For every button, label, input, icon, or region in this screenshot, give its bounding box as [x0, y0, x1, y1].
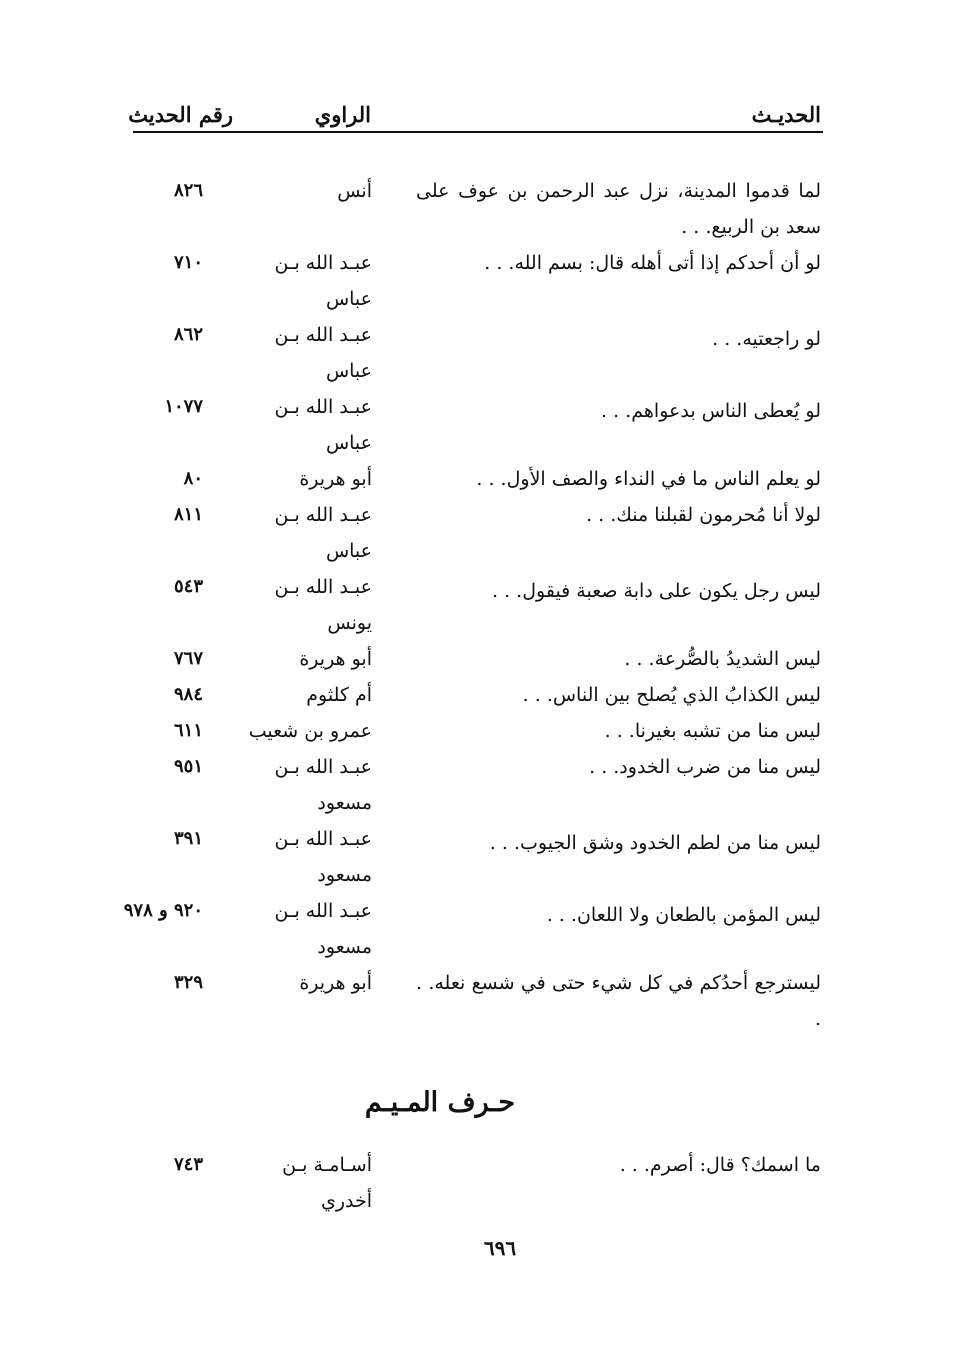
hadith-text: ليس الكذابُ الذي يُصلح بين الناس. . . — [522, 684, 821, 706]
column-header-hadith-number: رقم الحديث — [128, 102, 233, 127]
narrator: أبو هريرة — [299, 468, 372, 490]
hadith-text: لو يعلم الناس ما في النداء والصف الأول. . . — [476, 468, 821, 490]
narrator: أسـامـة بـن أخدري — [282, 1154, 372, 1212]
page-number: ٦٩٦ — [483, 1236, 517, 1260]
hadith-text: لو راجعتيه. . . — [712, 328, 821, 350]
hadith-number: ٨١١ — [173, 504, 203, 525]
hadith-text: لو أن أحدكم إذا أتى أهله قال: بسم الله. . . — [484, 252, 821, 274]
table-row — [0, 569, 955, 641]
hadith-text: ليس المؤمن بالطعان ولا اللعان. . . — [546, 904, 821, 926]
narrator: عبـد الله بـن عباس — [274, 252, 372, 310]
column-header-narrator: الراوي — [314, 102, 371, 127]
narrator: عبـد الله بـن عباس — [274, 504, 372, 562]
section-heading: حـرف المـيـم — [364, 1087, 516, 1118]
table-row — [0, 893, 955, 965]
table-row — [0, 677, 955, 713]
hadith-number: ٣٢٩ — [173, 972, 203, 993]
narrator: عبـد الله بـن يونس — [274, 576, 372, 634]
hadith-number: ٩٨٤ — [173, 684, 203, 705]
table-row — [0, 641, 955, 677]
table-row — [0, 749, 955, 821]
narrator: أبو هريرة — [299, 972, 372, 994]
hadith-index-table — [0, 173, 955, 1037]
hadith-number: ٨٢٦ — [173, 180, 203, 201]
narrator: عبـد الله بـن عباس — [274, 396, 372, 454]
hadith-number: ٩٥١ — [173, 756, 203, 777]
hadith-text: ليس رجل يكون على دابة صعبة فيقول. . . — [492, 580, 821, 602]
column-header-hadith: الحديـث — [751, 102, 821, 127]
hadith-number: ٥٤٣ — [173, 576, 203, 597]
hadith-text: ليس الشديدُ بالصُّرعة. . . — [624, 648, 821, 670]
narrator: عمرو بن شعيب — [248, 720, 372, 742]
hadith-number: ٦١١ — [173, 720, 203, 741]
hadith-number: ٩٢٠ و ٩٧٨ — [123, 900, 203, 921]
hadith-text: ليس منا من تشبه بغيرنا. . . — [604, 720, 821, 742]
table-row — [0, 965, 955, 1037]
table-row — [0, 821, 955, 893]
hadith-number: ١٠٧٧ — [164, 396, 203, 417]
narrator: عبـد الله بـن مسعود — [274, 900, 372, 958]
table-row — [0, 389, 955, 461]
table-row — [0, 173, 955, 245]
table-row — [0, 497, 955, 569]
narrator: أبو هريرة — [299, 648, 372, 670]
hadith-number: ٣٩١ — [173, 828, 203, 849]
hadith-text: ليس منا من لطم الخدود وشق الجيوب. . . — [489, 832, 821, 854]
hadith-text: لو يُعطى الناس بدعواهم. . . — [601, 400, 821, 422]
narrator: أم كلثوم — [306, 684, 372, 706]
hadith-text: ما اسمك؟ قال: أصرم. . . — [619, 1154, 821, 1176]
hadith-text: لولا أنا مُحرمون لقبلنا منك. . . — [586, 504, 821, 526]
table-row — [0, 461, 955, 497]
hadith-number: ٧١٠ — [173, 252, 203, 273]
narrator: أنس — [337, 180, 372, 202]
hadith-text: ليس منا من ضرب الخدود. . . — [589, 756, 821, 778]
hadith-number: ٨٠ — [183, 468, 203, 489]
hadith-number: ٧٤٣ — [173, 1154, 203, 1175]
hadith-number: ٧٦٧ — [173, 648, 203, 669]
narrator: عبـد الله بـن مسعود — [274, 756, 372, 814]
table-row — [0, 317, 955, 389]
header-rule — [133, 131, 823, 133]
narrator: عبـد الله بـن عباس — [274, 324, 372, 382]
narrator: عبـد الله بـن مسعود — [274, 828, 372, 886]
table-row — [0, 713, 955, 749]
table-row — [0, 245, 955, 317]
hadith-text: لما قدموا المدينة، نزل عبد الرحمن بن عوف على سعد بن الربيع. . . — [416, 180, 821, 238]
hadith-text: ليسترجع أحدُكم في كل شيء حتى في شسع نعله. . . — [416, 972, 821, 1030]
hadith-number: ٨٦٢ — [173, 324, 203, 345]
